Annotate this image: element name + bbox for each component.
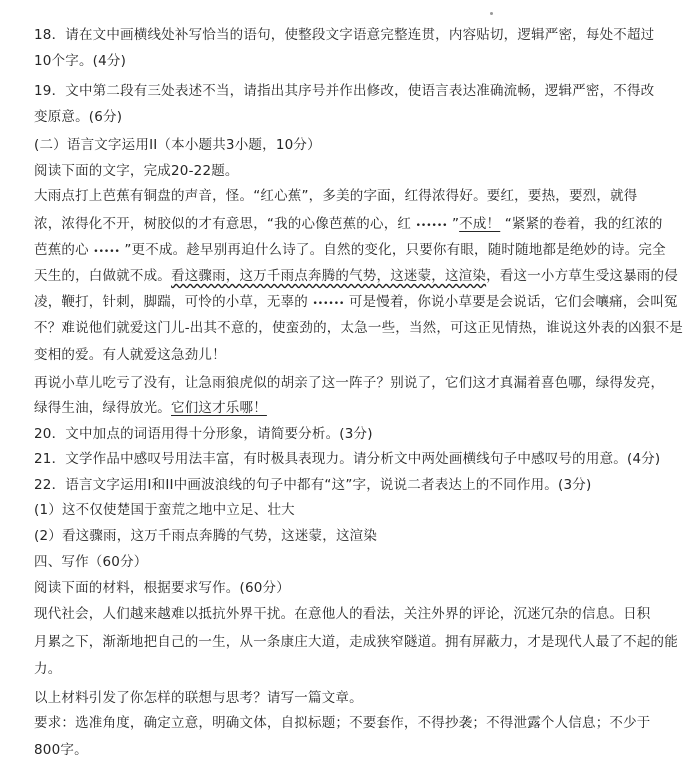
- passage-p1-line3: [34, 240, 666, 262]
- passage-p2-line2: [34, 398, 267, 418]
- passage-p1-line1: 大雨点打上芭蕉有铜盘的声音，怪。“红心蕉”，多美的字面，红得浓得好。要红，要热，要烈，就得: [34, 188, 638, 204]
- q18-line1: 18．请在文中画横线处补写恰当的语句，使整段文字语意完整连贯，内容贴切，逻辑严密，每处不超过: [34, 27, 655, 43]
- q22: 22．语言文字运用I和II中画波浪线的句子中都有“这”字，说说二者表达上的不同作用。(3分): [34, 477, 592, 493]
- ellipsis-dots: ••••••: [312, 299, 345, 309]
- passage-p1-line6: 不？难说他们就爱这门儿-出其不意的，使蛮劲的，太急一些，当然，可这正见情热，谁说这外表的凶狠不是: [34, 320, 683, 336]
- passage-text: “紧紧的卷着，我的红浓的: [500, 216, 663, 232]
- q19-line2: 变原意。(6分): [34, 109, 123, 125]
- material-line2: 月累之下，渐渐地把自己的一生，从一条康庄大道，走成狭窄隧道。拥有屏蔽力，才是现代人最了不起的能: [34, 634, 678, 650]
- underlined-sentence-2: 它们这才乐哪！: [171, 400, 267, 416]
- passage-text: 浓，浓得化不开，树胶似的才有意思，“我的心像芭蕉的心，红: [34, 216, 416, 232]
- section2-instruction: 阅读下面的文字，完成20-22题。: [34, 163, 239, 179]
- requirements-line2: 800字。: [34, 742, 88, 758]
- passage-text: 芭蕉的心: [34, 242, 94, 258]
- q22-item-2: (2）看这骤雨，这万千雨点奔腾的气势，这迷蒙，这渲染: [34, 528, 378, 544]
- q22-item-1: (1）这不仅使楚国于蛮荒之地中立足、壮大: [34, 502, 295, 518]
- passage-p1-line7: 变相的爱。有人就爱这急劲儿！: [34, 347, 226, 363]
- ellipsis-dots: ••••••: [415, 221, 448, 231]
- passage-text: 凌，鞭打，针刺，脚踹，可怜的小草，无辜的: [34, 294, 313, 310]
- underlined-sentence-1: 不成！: [459, 216, 501, 232]
- passage-p1-line2: [34, 214, 663, 236]
- passage-p1-line5: [34, 292, 678, 314]
- wavy-underlined-sentence: 看这骤雨，这万千雨点奔腾的气势，这迷蒙，这渲染: [171, 268, 487, 284]
- q18-line2: 10个字。(4分): [34, 53, 127, 69]
- section2-header: (二）语言文字运用II（本小题共3小题，10分）: [34, 137, 321, 153]
- material-line3: 力。: [34, 661, 62, 677]
- q19-line1: 19．文中第二段有三处表述不当，请指出其序号并作出修改，使语言表达准确流畅，逻辑严密，不得改: [34, 83, 655, 99]
- passage-text: ”: [447, 216, 460, 232]
- ellipsis-dots: •••••: [93, 247, 120, 257]
- scan-mark: [490, 12, 493, 15]
- passage-text: 可是慢着，你说小草要是会说话，它们会嚷痛，会叫冤: [344, 294, 678, 310]
- passage-p2-line1: 再说小草儿吃亏了没有，让急雨狼虎似的胡亲了这一阵子？别说了，它们这才真漏着喜色哪，绿得发亮，: [34, 375, 665, 391]
- q20: 20．文中加点的词语用得十分形象，请简要分析。(3分): [34, 426, 373, 442]
- writing-prompt: 以上材料引发了你怎样的联想与思考？请写一篇文章。: [34, 690, 363, 706]
- material-line1: 现代社会，人们越来越难以抵抗外界干扰。在意他人的看法，关注外界的评论，沉迷冗杂的信息。日积: [34, 606, 651, 622]
- passage-text: ”更不成。趁早别再迫什么诗了。自然的变化，只要你有眼，随时随地都是绝妙的诗。完全: [119, 242, 666, 258]
- passage-text: ，看这一小方草生受这暴雨的侵: [486, 268, 678, 284]
- writing-header: 四、写作（60分）: [34, 554, 148, 570]
- passage-text: 绿得生油，绿得放光。: [34, 400, 171, 416]
- passage-p1-line4: [34, 266, 678, 286]
- writing-instruction: 阅读下面的材料，根据要求写作。(60分）: [34, 580, 290, 596]
- requirements-line1: 要求：选准角度，确定立意，明确文体，自拟标题；不要套作，不得抄袭；不得泄露个人信息；不少于: [34, 715, 651, 731]
- passage-text: 天生的，白做就不成。: [34, 268, 171, 284]
- q21: 21．文学作品中感叹号用法丰富，有时极具表现力。请分析文中两处画横线句子中感叹号的用意。(4分): [34, 451, 661, 467]
